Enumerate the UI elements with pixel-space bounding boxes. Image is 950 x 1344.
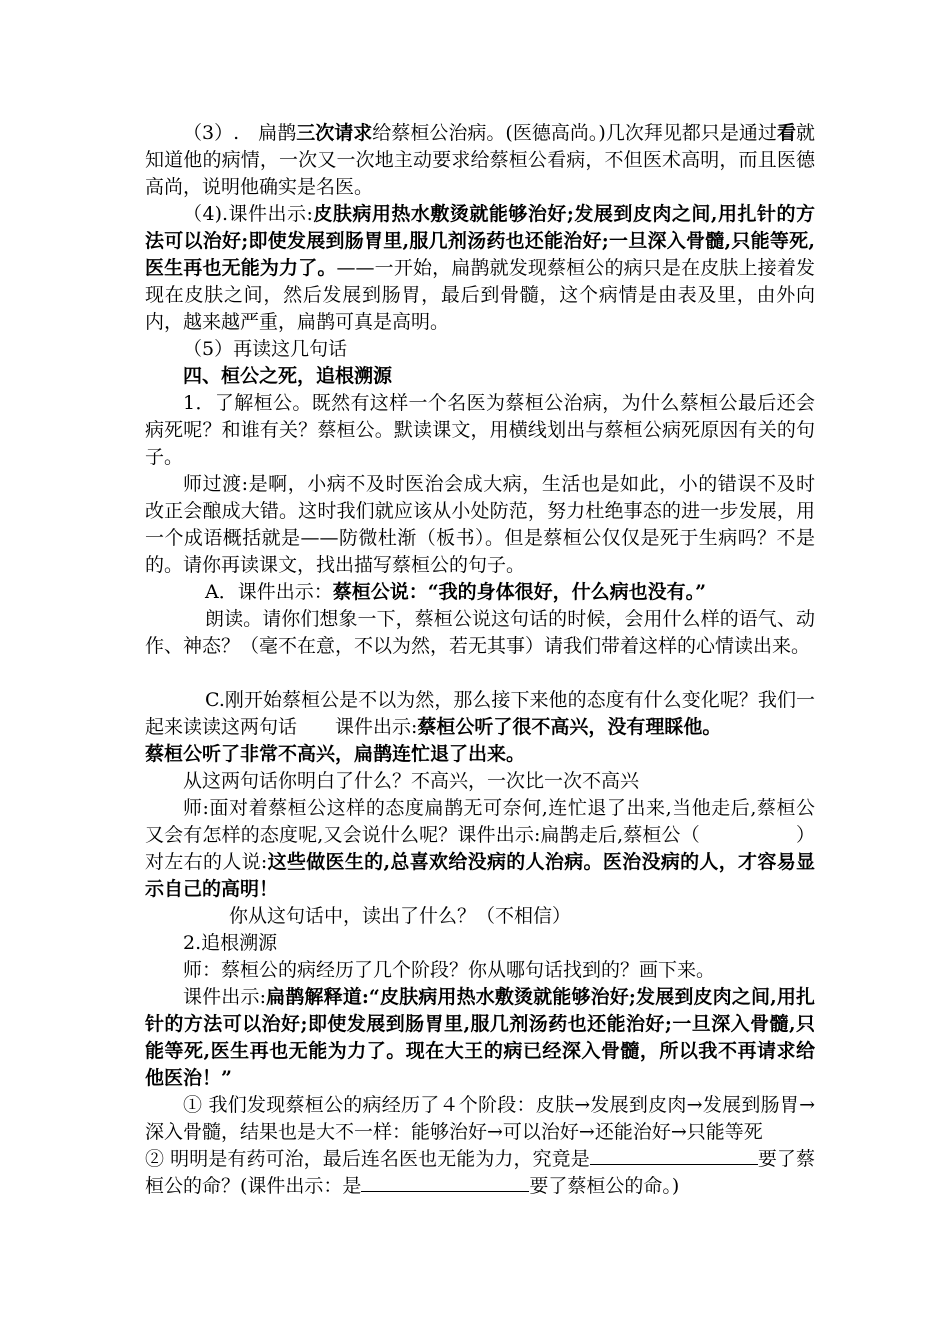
paragraph-fill-blank xyxy=(145,1146,815,1200)
paragraph-4 xyxy=(145,201,815,336)
paragraph-understand: 1．了解桓公。既然有这样一个名医为蔡桓公治病，为什么蔡桓公最后还会病死呢？和谁有关？蔡桓公。默读课文，用横线划出与蔡桓公病死原因有关的句子。 xyxy=(145,392,815,468)
text: ——一开始，扁鹊就发现蔡桓公的病只是在皮肤上接着发现在皮肤之间，然后发展到肠胃，最后到骨髓，这个病情是由表及里，由外向内，越来越严重，扁鹊可真是高明。 xyxy=(145,257,815,333)
text: 师:面对着蔡桓公这样的态度扁鹊无可奈何,连忙退了出来,当他走后,蔡桓公又会有怎样的态度呢,又会说什么呢？课件出示:扁鹊走后,蔡桓公（ xyxy=(145,797,815,846)
paragraph-transition: 师过渡:是啊，小病不及时医治会成大病，生活也是如此，小的错误不及时改正会酿成大错。这时我们就应该从小处防范，努力杜绝事态的进一步发展，用一个成语概括就是——防微杜渐（板书）。但是蔡桓公仅仅是死于生病吗？不是的。请你再读课文，找出描写蔡桓公的句子。 xyxy=(145,473,815,576)
bold-quote: 蔡桓公听了非常不高兴，扁鹊连忙退了出来。 xyxy=(145,743,526,765)
bold-text: 三次请求 xyxy=(296,122,373,144)
paragraph-a xyxy=(145,579,815,606)
bold-text: 皮肤病用热水敷烫就能够治好;发展到皮肉之间,用扎针的方法可以治好;即使发展到肠胃里,服几剂汤药也还能治好;一旦深入骨髓,只能等死,医生再也无能为力了。 xyxy=(145,203,815,279)
bold-quote: 扁鹊解释道:“皮肤病用热水敷烫就能够治好;发展到皮肉之间,用扎针的方法可以治好;即使发展到肠胃里,服几剂汤药也还能治好;一旦深入骨髓,只能等死,医生再也无能为力了。现在大王的病已经深入骨髓，所以我不再请求给他医治！” xyxy=(145,986,815,1089)
document-body xyxy=(145,120,815,1200)
section-heading-4 xyxy=(145,363,815,390)
text: 课件出示: xyxy=(183,986,266,1008)
bold-text: 看 xyxy=(776,122,796,144)
bold-quote: 蔡桓公说：“我的身体很好，什么病也没有。” xyxy=(332,581,707,603)
paragraph-c xyxy=(145,687,815,741)
paragraph-bold-line xyxy=(145,741,815,768)
paragraph-5: （5）再读这几句话 xyxy=(183,338,348,360)
bold-quote: 这些做医生的,总喜欢给没病的人治病。医治没病的人，才容易显示自己的高明！ xyxy=(145,851,816,900)
text: C.刚开始蔡桓公是不以为然，那么接下来他的态度有什么变化呢？我们一起来读读这两句话 课件出示: xyxy=(145,689,815,738)
fill-blank-line xyxy=(361,1173,529,1192)
text: A．课件出示： xyxy=(205,581,333,603)
text: 要了蔡桓公的命。) xyxy=(529,1175,680,1197)
paragraph-read-aloud: 朗读。请你们想象一下，蔡桓公说这句话的时候，会用什么样的语气、动作、神态？（毫不在意，不以为然，若无其事）请我们带着这样的心情读出来。 xyxy=(145,608,815,657)
paragraph-courseware xyxy=(145,984,815,1092)
heading-text: 四、桓公之死，追根溯源 xyxy=(183,365,393,387)
fill-blank-line xyxy=(590,1146,758,1165)
paragraph-3 xyxy=(145,120,815,201)
text: 就知道他的病情，一次又一次地主动要求给蔡桓公看病，不但医术高明，而且医德高尚，说明他确实是名医。 xyxy=(145,122,815,198)
text: ）对左右的人说: xyxy=(145,824,815,873)
text: （3）. 扁鹊 xyxy=(183,122,297,144)
bold-quote: 蔡桓公听了很不高兴，没有理睬他。 xyxy=(417,716,722,738)
paragraph-stages: ① 我们发现蔡桓公的病经历了４个阶段：皮肤→发展到皮肉→发展到肠胃→深入骨髓，结果也是大不一样：能够治好→可以治好→还能治好→只能等死 xyxy=(145,1094,815,1143)
text: （4).课件出示: xyxy=(183,203,313,225)
paragraph-trace: 2.追根溯源 xyxy=(183,932,278,954)
paragraph-teacher xyxy=(145,795,815,903)
spacer xyxy=(145,660,815,687)
paragraph-question: 你从这句话中，读出了什么？（不相信） xyxy=(229,905,572,927)
text: ② 明明是有药可治，最后连名医也无能为力，究竟是 xyxy=(145,1148,590,1170)
paragraph-understand-two: 从这两句话你明白了什么？不高兴，一次比一次不高兴 xyxy=(183,770,640,792)
text: 要了蔡桓公的命？(课件出示：是 xyxy=(145,1148,815,1197)
text: 给蔡桓公治病。(医德高尚。)几次拜见都只是通过 xyxy=(372,122,777,144)
paragraph-teacher-stages: 师：蔡桓公的病经历了几个阶段？你从哪句话找到的？画下来。 xyxy=(183,959,716,981)
